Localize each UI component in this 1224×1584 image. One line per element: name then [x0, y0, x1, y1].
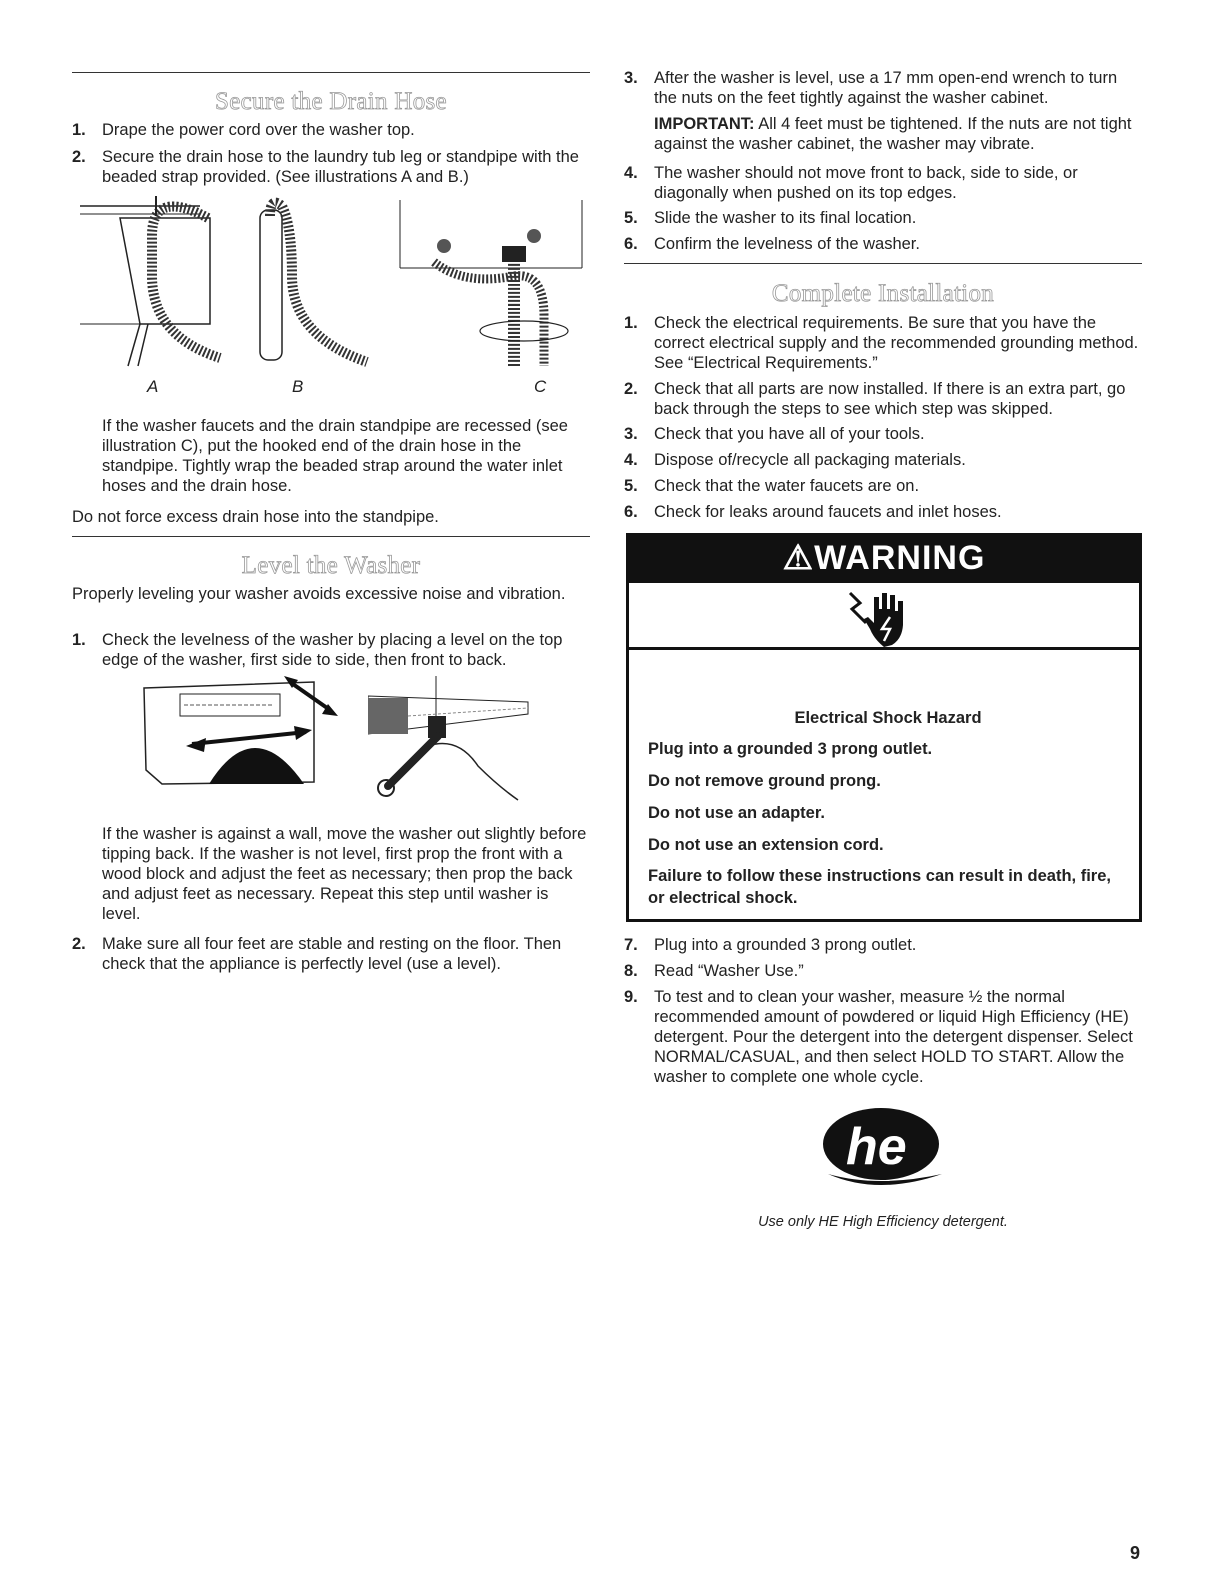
- section-title-secure-drain-hose: Secure the Drain Hose: [215, 88, 447, 115]
- warning-line: Do not remove ground prong.: [648, 772, 881, 790]
- list-item: 8. Read “Washer Use.”: [624, 962, 804, 980]
- section-divider: [624, 263, 1142, 264]
- list-item: 3. Check that you have all of your tools.: [624, 425, 925, 443]
- drain-hose-illustration-c: [394, 196, 584, 368]
- warning-divider: [626, 647, 1142, 650]
- warning-line: Do not use an extension cord.: [648, 836, 884, 854]
- list-item: 5. Check that the water faucets are on.: [624, 477, 920, 495]
- he-logo-icon: [818, 1104, 944, 1194]
- page-number: 9: [1130, 1543, 1141, 1563]
- warning-triangle-icon: ⚠: [782, 539, 815, 577]
- list-item: 1. Check the levelness of the washer by placing a level on the top edge of the washer, first side to side, then front to back.: [72, 631, 563, 669]
- list-item: 1. Drape the power cord over the washer top.: [72, 121, 415, 139]
- paragraph-intro: Properly leveling your washer avoids excessive noise and vibration.: [72, 585, 566, 603]
- paragraph-tipping: If the washer is against a wall, move the washer out slightly before tipping back. If the washer is not level, first prop the front with a wood block and adjust the feet as necessary; then prop the back and adjust feet as necessary. Repeat this step until washer is level.: [102, 825, 587, 923]
- warning-header: [626, 533, 1142, 583]
- list-item: 5. Slide the washer to its final location.: [624, 209, 917, 227]
- section-title-level-washer: Level the Washer: [241, 552, 421, 579]
- hazard-heading: Electrical Shock Hazard: [794, 709, 982, 727]
- warning-line: Do not use an adapter.: [648, 804, 825, 822]
- warning-line: Failure to follow these instructions can result in death, fire, or electrical shock.: [648, 867, 1111, 907]
- section-title-complete-installation: Complete Installation: [771, 280, 995, 307]
- list-item: 7. Plug into a grounded 3 prong outlet.: [624, 936, 917, 954]
- warning-line: Plug into a grounded 3 prong outlet.: [648, 740, 933, 758]
- list-item: 6. Check for leaks around faucets and inlet hoses.: [624, 503, 1002, 521]
- figure-label-a: A: [147, 377, 159, 396]
- drain-hose-illustration-b: [252, 196, 372, 368]
- list-item: 2. Make sure all four feet are stable and resting on the floor. Then check that the appliance is perfectly level (use a level).: [72, 935, 562, 973]
- he-caption: Use only HE High Efficiency detergent.: [758, 1214, 1008, 1230]
- list-item: 4. Dispose of/recycle all packaging materials.: [624, 451, 966, 469]
- list-item: 6. Confirm the levelness of the washer.: [624, 235, 920, 253]
- paragraph-recessed: If the washer faucets and the drain standpipe are recessed (see illustration C), put the hooked end of the drain hose in the standpipe. Tightly wrap the beaded strap around the water inlet hoses and the drain hose.: [102, 417, 568, 495]
- list-item: 2. Secure the drain hose to the laundry tub leg or standpipe with the beaded strap provided. (See illustrations A and B.): [72, 148, 579, 186]
- section-divider: [72, 72, 590, 73]
- paragraph-no-force: Do not force excess drain hose into the standpipe.: [72, 508, 439, 526]
- wrench-foot-illustration: [368, 676, 538, 806]
- important-note: IMPORTANT: All 4 feet must be tightened. If the nuts are not tight against the washer cabinet, the washer may vibrate.: [654, 115, 1132, 153]
- figure-label-b: B: [292, 377, 304, 396]
- drain-hose-illustration-a: [80, 196, 230, 368]
- list-item: 4. The washer should not move front to back, side to side, or diagonally when pushed on its top edges.: [624, 164, 1078, 202]
- section-divider: [72, 536, 590, 537]
- list-item: 9. To test and to clean your washer, measure ½ the normal recommended amount of powdered or liquid High Efficiency (HE) detergent. Pour the detergent into the detergent dispenser. Select NORMAL/CASUAL, and then select HOLD TO START. Allow the washer to complete one whole cycle.: [624, 988, 1133, 1086]
- svg-text:he: he: [846, 1118, 907, 1176]
- electrical-shock-hand-icon: [844, 589, 928, 649]
- warning-title: ⚠WARNING: [782, 539, 986, 577]
- figure-label-c: C: [534, 377, 547, 396]
- list-item: 3. After the washer is level, use a 17 mm open-end wrench to turn the nuts on the feet tightly against the washer cabinet.: [624, 69, 1118, 107]
- list-item: 2. Check that all parts are now installed. If there is an extra part, go back through the steps to see which step was skipped.: [624, 380, 1126, 418]
- washer-level-illustration: [134, 672, 354, 792]
- list-item: 1. Check the electrical requirements. Be sure that you have the correct electrical supply and the recommended grounding method. See “Electrical Requirements.”: [624, 314, 1139, 372]
- warning-box: [626, 533, 1142, 925]
